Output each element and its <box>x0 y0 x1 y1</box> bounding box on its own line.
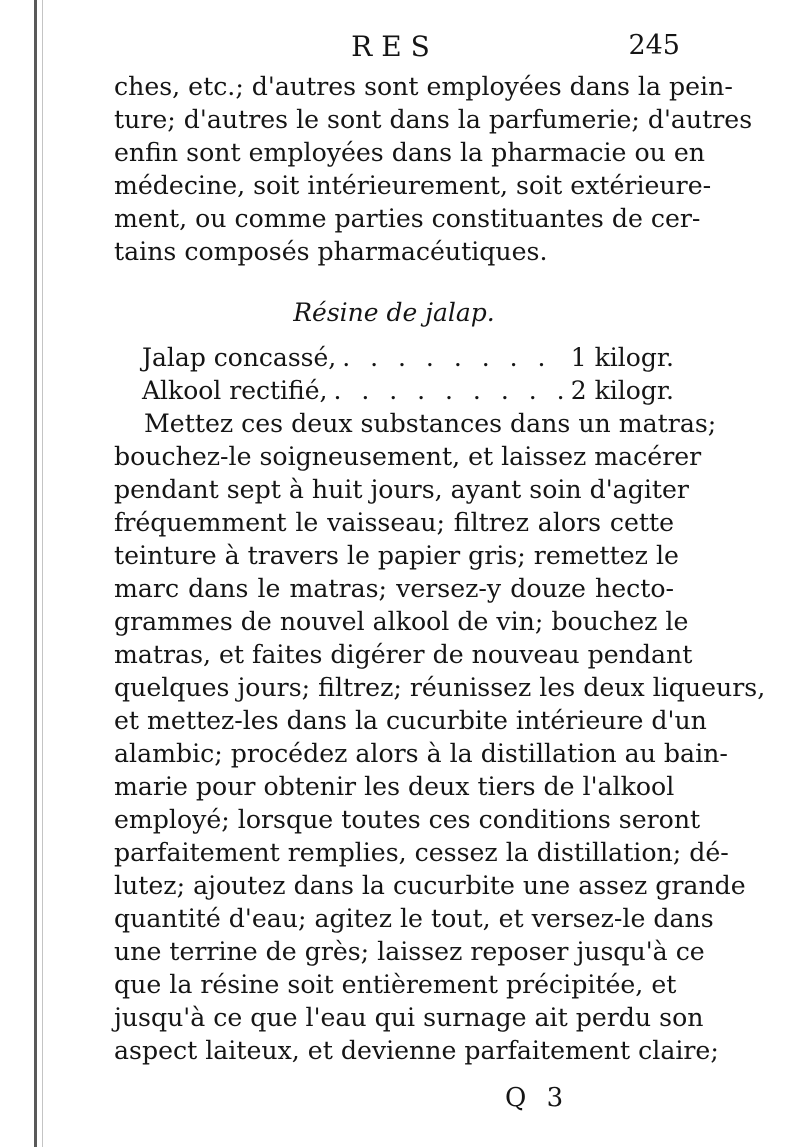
text-line: teinture à travers le papier gris; remettez le <box>114 541 679 570</box>
leader-dots <box>333 374 564 407</box>
leader-dots <box>342 341 565 374</box>
text-line: marie pour obtenir les deux tiers de l'alkool <box>114 772 675 801</box>
text-line: alambic; procédez alors à la distillation au bain- <box>114 739 728 768</box>
page-header <box>110 30 680 70</box>
ingredient-quantity: 1 kilogr. <box>570 343 674 372</box>
text-line: que la résine soit entièrement précipitée, et <box>114 970 677 999</box>
ingredient-quantity: 2 kilogr. <box>570 376 674 405</box>
text-line: et mettez-les dans la cucurbite intérieure d'un <box>114 706 707 735</box>
text-line: bouchez-le soigneusement, et laissez macérer <box>114 442 702 471</box>
text-line: matras, et faites digérer de nouveau pendant <box>114 640 693 669</box>
recipe-item <box>114 341 674 374</box>
text-line: ture; d'autres le sont dans la parfumerie; d'autres <box>114 105 753 134</box>
recipe-list <box>114 341 674 407</box>
text-line: médecine, soit intérieurement, soit extérieure- <box>114 171 712 200</box>
text-line: grammes de nouvel alkool de vin; bouchez le <box>114 607 689 636</box>
text-line: marc dans le matras; versez-y douze hecto- <box>114 574 674 603</box>
instructions-paragraph <box>114 407 766 1067</box>
text-line: enfin sont employées dans la pharmacie ou en <box>114 138 705 167</box>
signature-mark: Q 3 <box>505 1083 570 1113</box>
section-title: Résine de jalap. <box>293 298 495 327</box>
text-line: lutez; ajoutez dans la cucurbite une assez grande <box>114 871 746 900</box>
text-line: employé; lorsque toutes ces conditions seront <box>114 805 701 834</box>
text-line: quelques jours; filtrez; réunissez les deux liqueurs, <box>114 673 766 702</box>
text-line: aspect laiteux, et devienne parfaitement claire; <box>114 1036 719 1065</box>
intro-paragraph <box>114 70 753 268</box>
binding-edge-shadow <box>42 0 43 1147</box>
text-line: jusqu'à ce que l'eau qui surnage ait perdu son <box>114 1003 704 1032</box>
text-line: parfaitement remplies, cessez la distillation; dé- <box>114 838 729 867</box>
ingredient-name: Alkool rectifié, <box>142 376 328 405</box>
text-line: ches, etc.; d'autres sont employées dans la pein- <box>114 72 733 101</box>
ingredient-name: Jalap concassé, <box>142 343 337 372</box>
binding-edge <box>34 0 37 1147</box>
text-line: une terrine de grès; laissez reposer jusqu'à ce <box>114 937 705 966</box>
text-line: quantité d'eau; agitez le tout, et versez-le dans <box>114 904 714 933</box>
recipe-item <box>114 374 674 407</box>
page-number: 245 <box>628 30 680 61</box>
text-line: fréquemment le vaisseau; filtrez alors cette <box>114 508 674 537</box>
text-line: tains composés pharmacéutiques. <box>114 237 548 266</box>
text-line: Mettez ces deux substances dans un matras; <box>144 409 717 438</box>
running-head: RES <box>351 30 439 63</box>
text-line: ment, ou comme parties constituantes de cer- <box>114 204 701 233</box>
page-text <box>114 70 766 1067</box>
text-line: pendant sept à huit jours, ayant soin d'agiter <box>114 475 689 504</box>
